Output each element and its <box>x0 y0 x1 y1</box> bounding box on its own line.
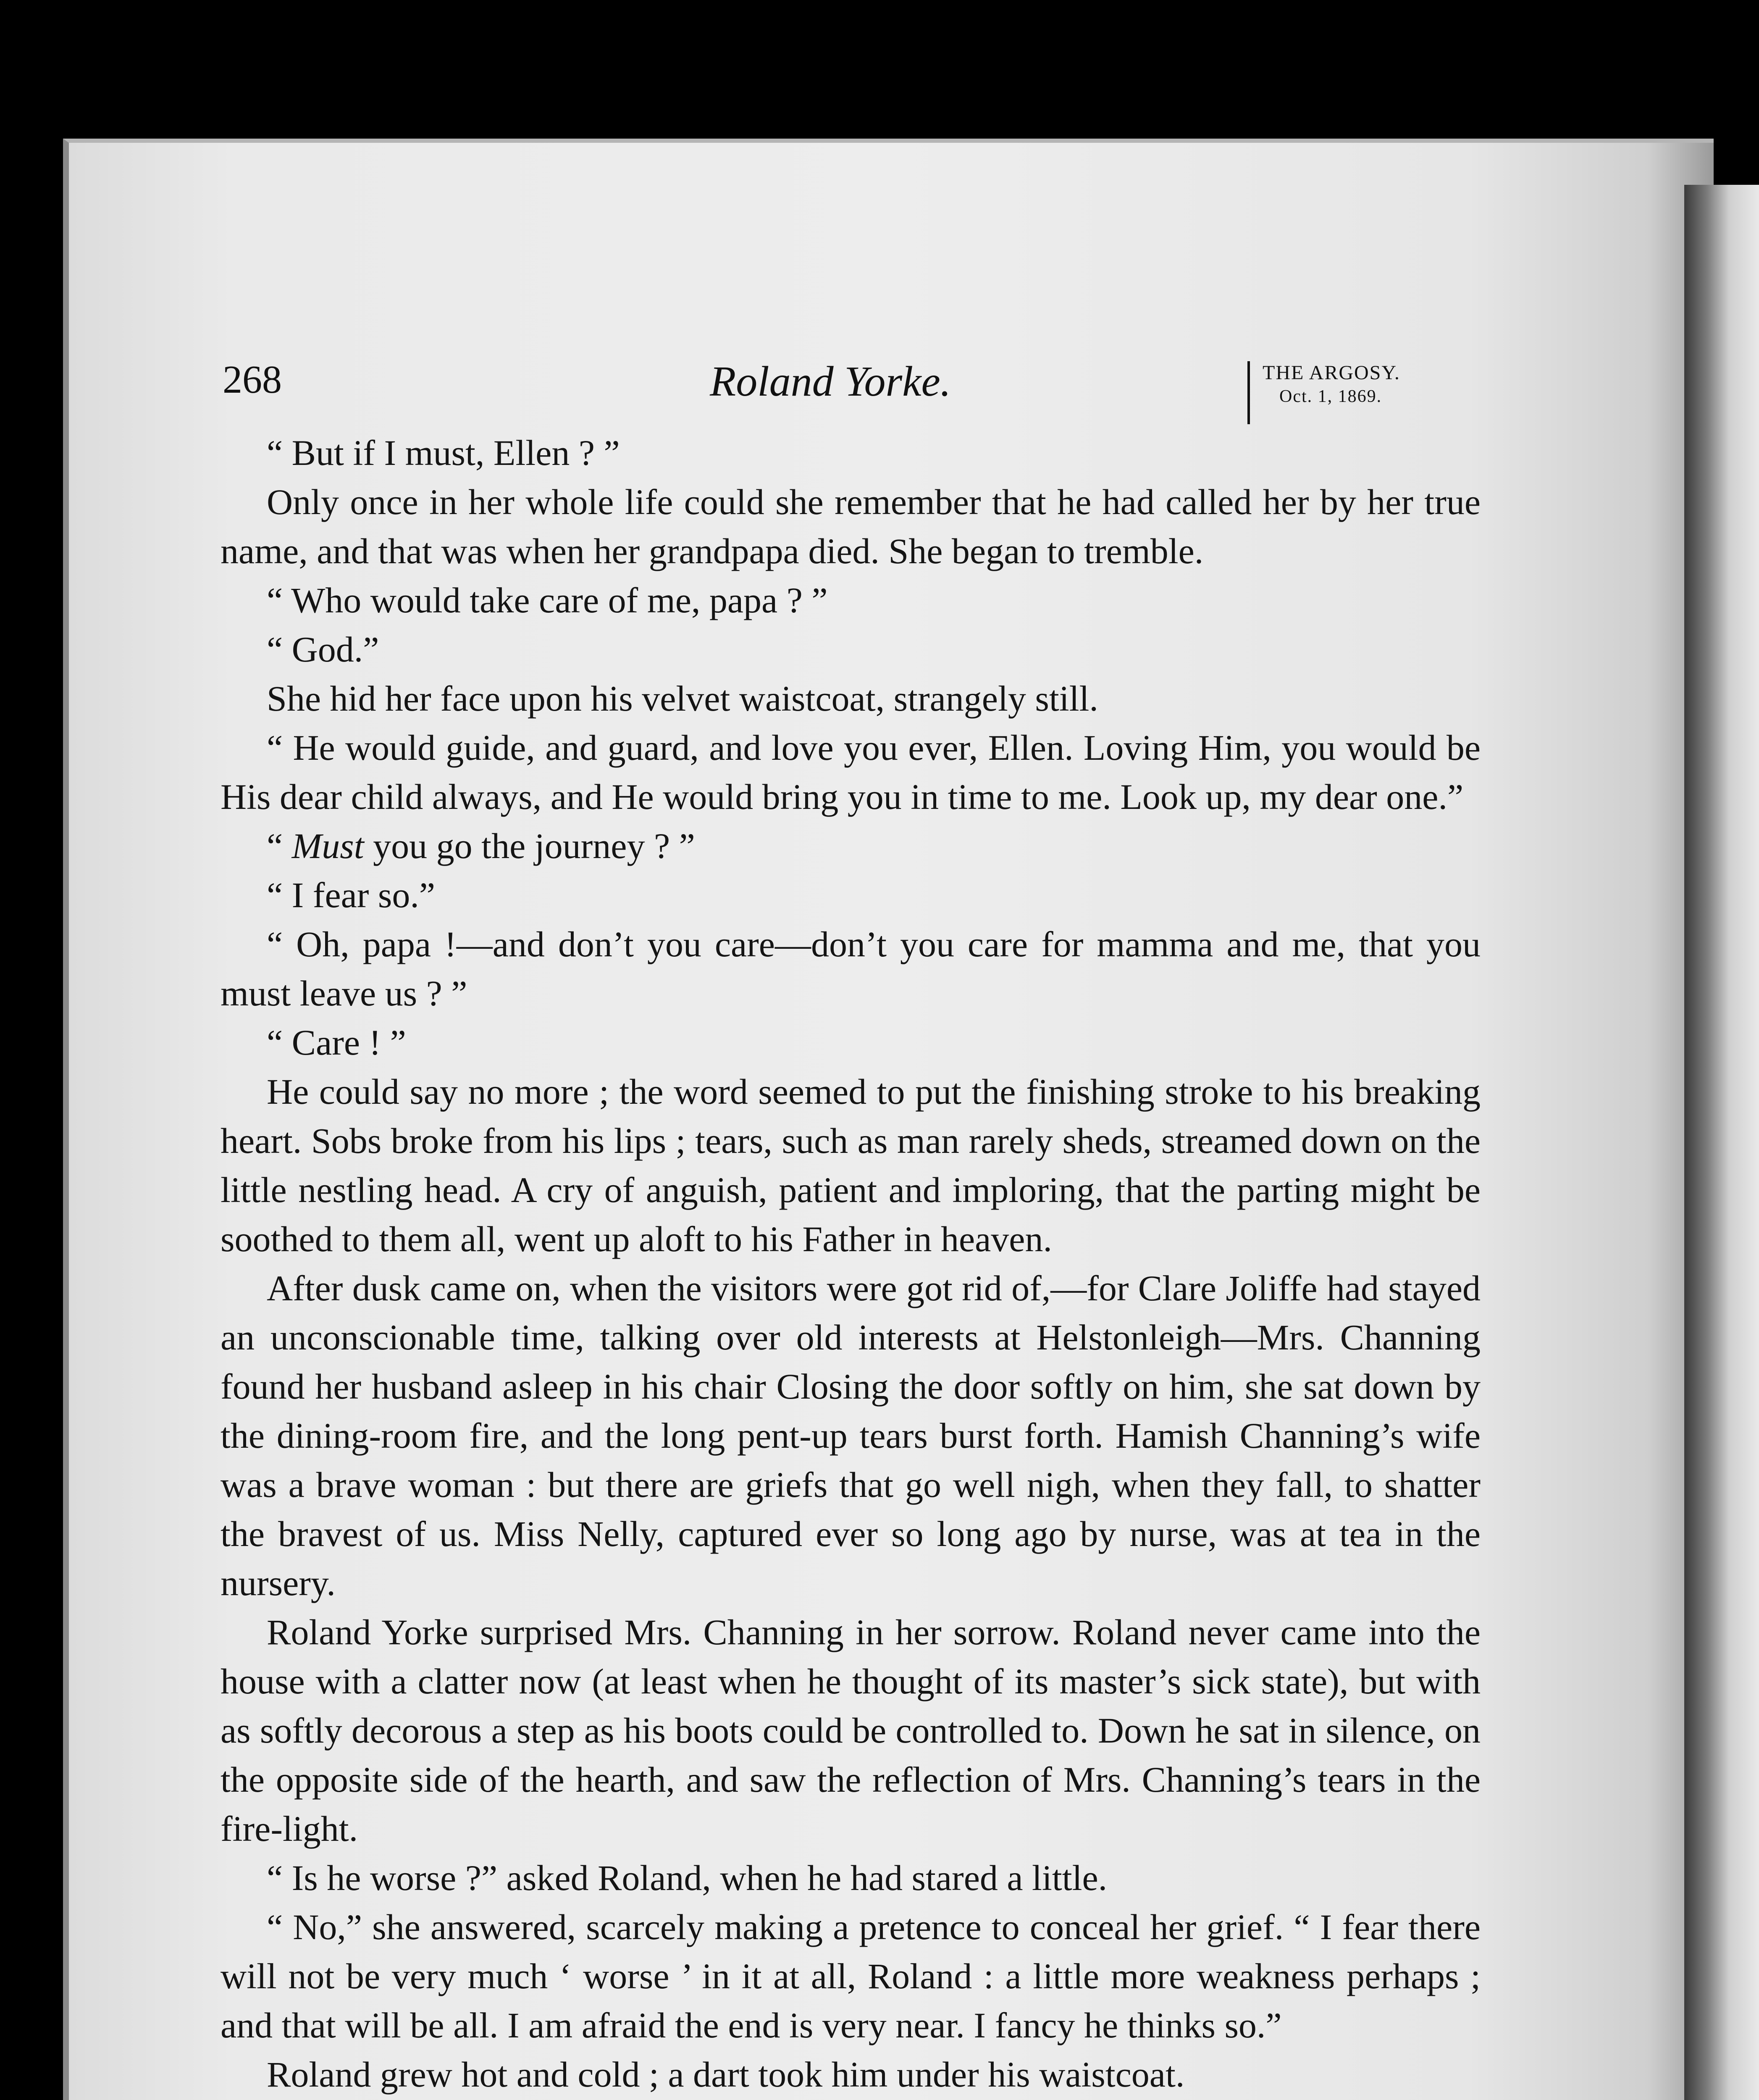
body-text <box>221 428 1481 2100</box>
paragraph: “ He would guide, and guard, and love you ever, Ellen. Loving Him, you would be His dear child always, and He would bring you in time to me. Look up, my dear one.” <box>221 727 1481 817</box>
page-edge-shadow <box>1684 185 1759 2100</box>
paragraph: She hid her face upon his velvet waistcoat, strangely still. <box>267 678 1098 719</box>
paragraph: Roland grew hot and cold ; a dart took him under his waistcoat. <box>267 2054 1185 2095</box>
italic-word: Must <box>291 826 364 866</box>
paragraph: After dusk came on, when the visitors were got rid of,—for Clare Joliffe had stayed an unconscionable time, talking over old interests at Helstonleigh—Mrs. Channing found her husband asleep in his chair Closing the door softly on him, she sat down by the dining-room fire, and the long pent-up tears burst forth. Hamish Channing’s wife was a brave woman : but there are griefs that go well nigh, when they fall, to shatter the bravest of us. Miss Nelly, captured ever so long ago by nurse, was at tea in the nursery. <box>221 1268 1481 1603</box>
paragraph: Roland Yorke surprised Mrs. Channing in her sorrow. Roland never came into the house with a clatter now (at least when he thought of its master’s sick state), but with as softly decorous a step as his boots could be controlled to. Down he sat in silence, on the opposite side of the hearth, and saw the reflection of Mrs. Channing’s tears in the fire-light. <box>221 1612 1481 1849</box>
paragraph-must <box>221 822 1481 871</box>
paragraph: “ Who would take care of me, papa ? ” <box>267 580 828 620</box>
issue-publication: THE ARGOSY. <box>1263 362 1400 384</box>
running-title: Roland Yorke. <box>710 358 951 405</box>
paragraph: “ God.” <box>267 629 379 669</box>
paragraph: “ No,” she answered, scarcely making a pretence to conceal her grief. “ I fear there will not be very much ‘ worse ’ in it at all, Roland : a little more weakness perhaps ; and that will be all. I am afraid the end is very near. I fancy he thinks so.” <box>221 1907 1481 2045</box>
issue-date: Oct. 1, 1869. <box>1279 387 1382 406</box>
issue-bracket <box>1247 361 1483 424</box>
paragraph: “ I fear so.” <box>267 875 436 915</box>
paragraph: He could say no more ; the word seemed to put the finishing stroke to his breaking heart. Sobs broke from his lips ; tears, such as man rarely sheds, streamed down on the little nestling head. A cry of anguish, patient and imploring, that the parting might be soothed to them all, went up aloft to his Father in heaven. <box>221 1071 1481 1259</box>
paragraph: “ Oh, papa !—and don’t you care—don’t you care for mamma and me, that you must leave us ? ” <box>221 924 1481 1013</box>
quote-open: “ <box>267 826 292 866</box>
quote-rest: you go the journey ? ” <box>364 826 695 866</box>
paragraph: “ Care ! ” <box>267 1022 406 1063</box>
paragraph: “ Is he worse ?” asked Roland, when he had stared a little. <box>267 1858 1108 1898</box>
paragraph: Only once in her whole life could she remember that he had called her by her true name, and that was when her grandpapa died. She began to tremble. <box>221 482 1481 571</box>
page-header <box>223 349 1483 424</box>
paragraph: “ But if I must, Ellen ? ” <box>267 433 620 473</box>
page-number: 268 <box>223 358 282 402</box>
